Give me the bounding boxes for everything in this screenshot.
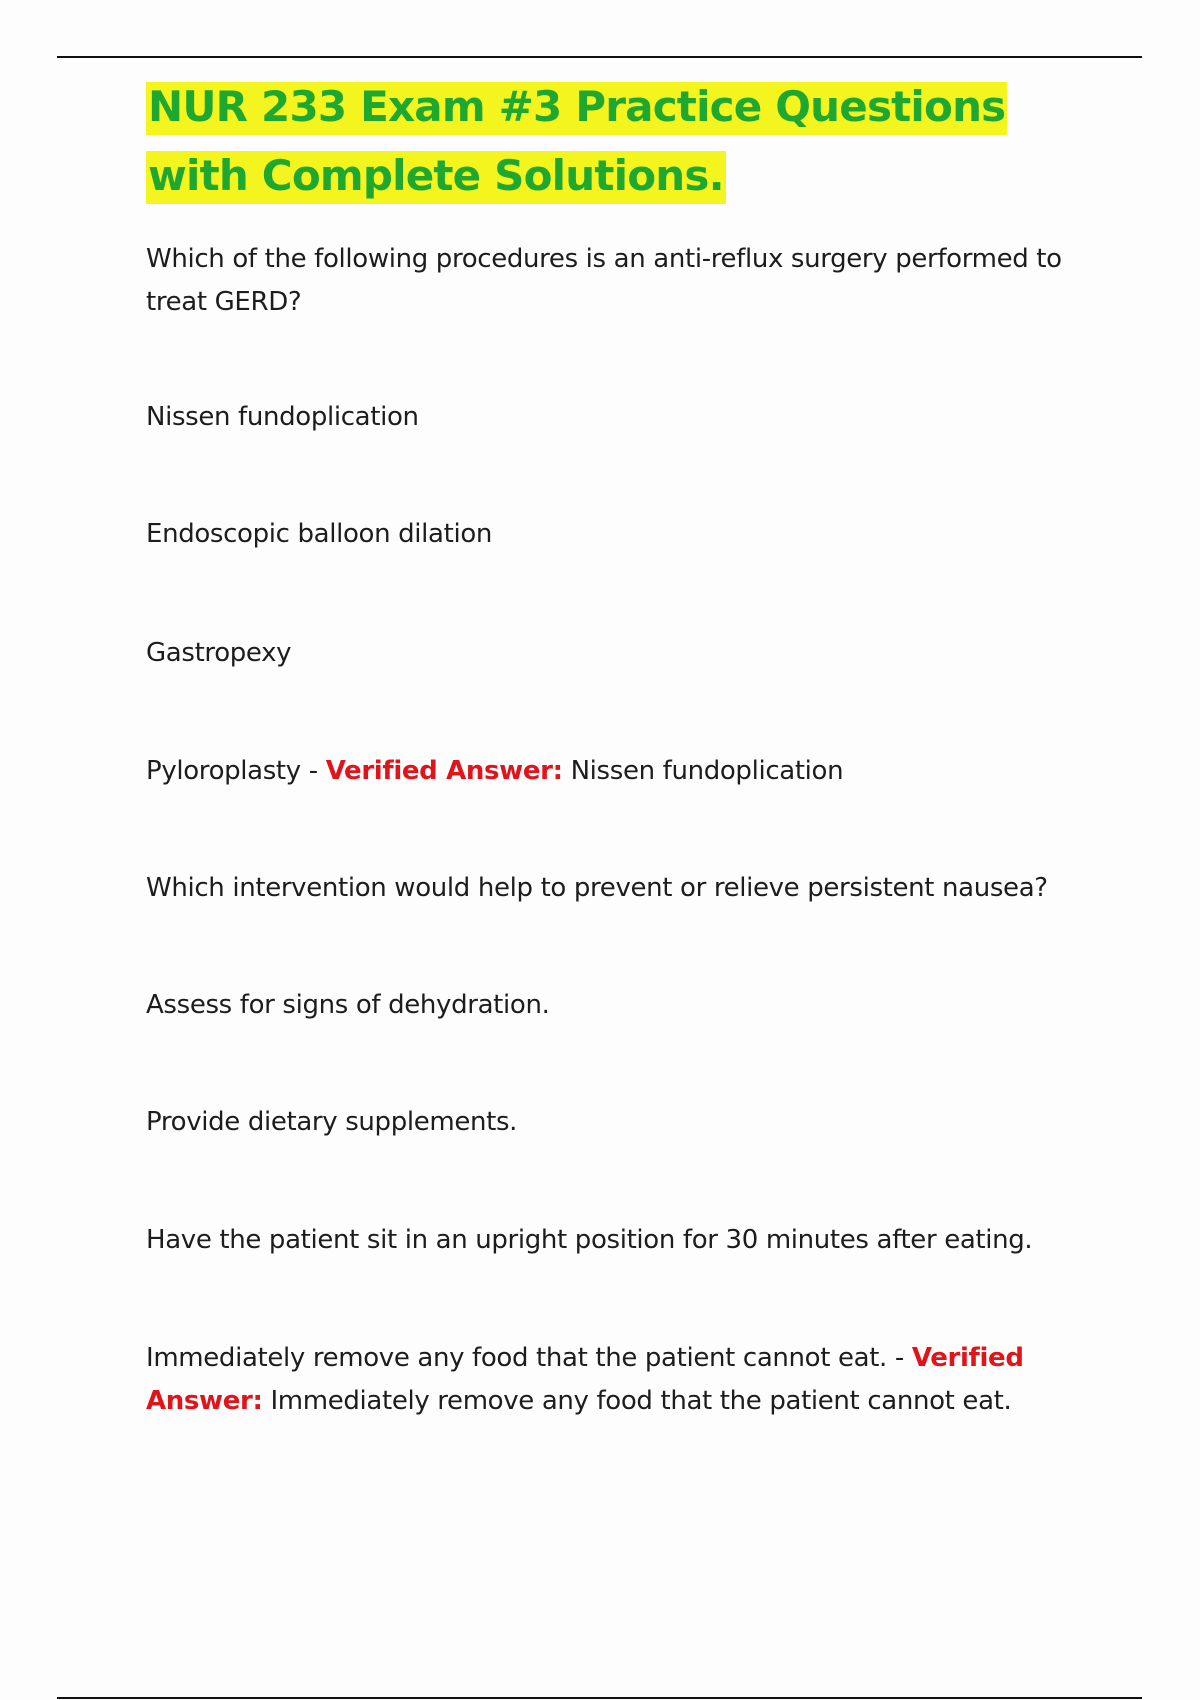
top-rule xyxy=(57,56,1142,58)
question-2-option-d: Immediately remove any food that the patient cannot eat. xyxy=(146,1343,887,1373)
question-2-option-a: Assess for signs of dehydration. xyxy=(146,990,550,1020)
question-1-option-d-with-answer xyxy=(146,750,843,793)
question-1-option-c: Gastropexy xyxy=(146,638,292,668)
bottom-rule xyxy=(57,1697,1142,1699)
question-1-verified-label: Verified Answer: xyxy=(325,756,563,786)
question-1-option-a: Nissen fundoplication xyxy=(146,402,419,432)
question-2-prompt: Which intervention would help to prevent or relieve persistent nausea? xyxy=(146,873,1048,903)
question-1-prompt: Which of the following procedures is an anti-reflux surgery performed to treat GERD? xyxy=(146,244,1062,317)
question-1-separator: - xyxy=(300,756,326,786)
page-title xyxy=(146,72,1046,210)
question-2-option-c: Have the patient sit in an upright position for 30 minutes after eating. xyxy=(146,1225,1033,1255)
title-highlight: NUR 233 Exam #3 Practice Questions with Complete Solutions. xyxy=(146,82,1007,204)
question-2-separator: - xyxy=(886,1343,912,1373)
question-2-option-d-with-answer xyxy=(146,1337,1106,1423)
question-1-option-b: Endoscopic balloon dilation xyxy=(146,519,493,549)
question-2-option-b: Provide dietary supplements. xyxy=(146,1107,518,1137)
question-1-answer: Nissen fundoplication xyxy=(562,756,844,786)
question-2-verified-label: Verified Answer: xyxy=(146,1343,1024,1416)
question-2-answer: Immediately remove any food that the patient cannot eat. xyxy=(262,1386,1012,1416)
question-1-option-d: Pyloroplasty xyxy=(146,756,301,786)
